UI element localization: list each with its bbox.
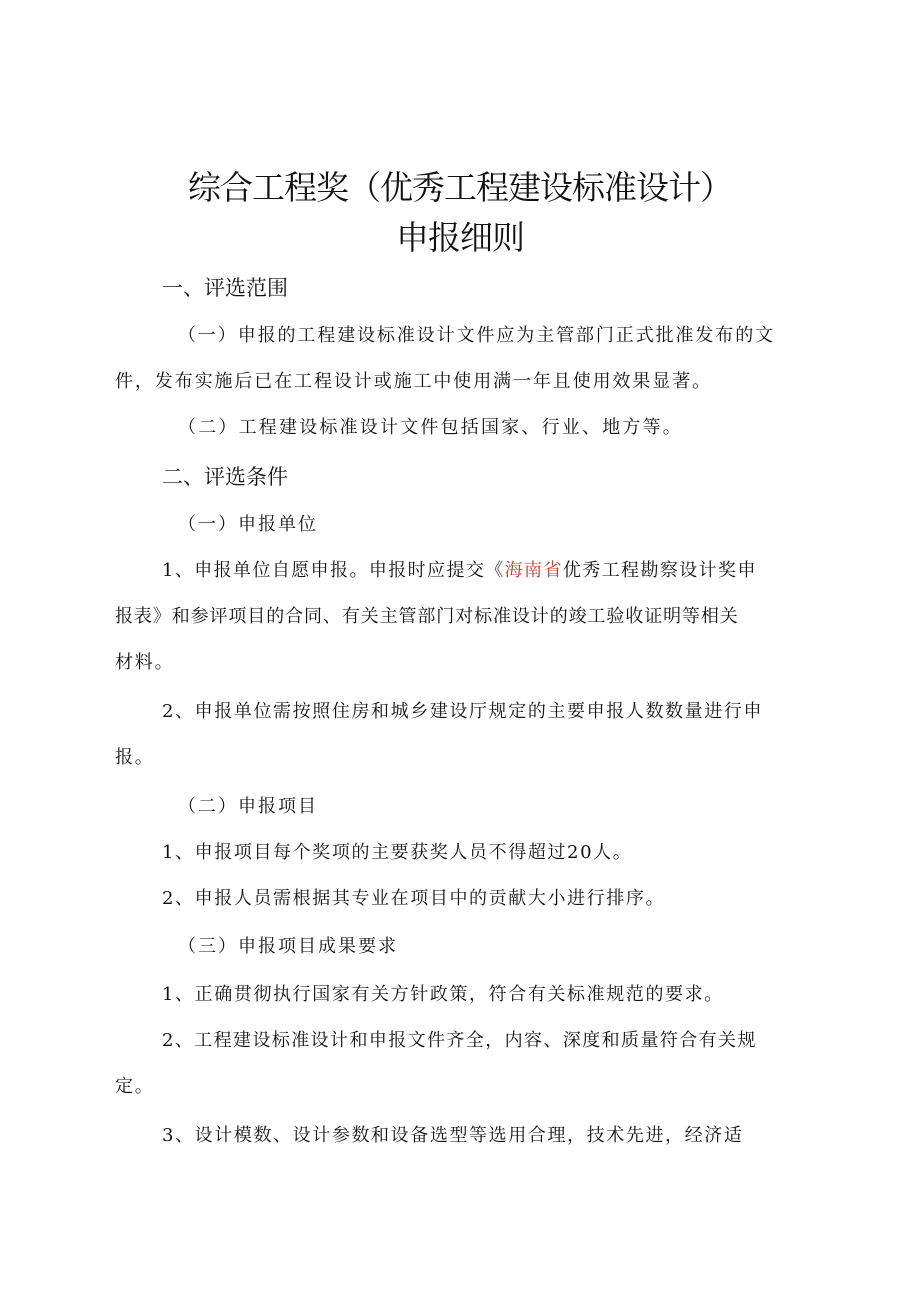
p1-line1-part-a: 1、申报单位自愿申报。申报时应提交《	[162, 560, 505, 581]
section-1-item-1-line-1: （一）申报的工程建设标准设计文件应为主管部门正式批准发布的文	[178, 325, 775, 346]
section-1-item-1-line-2: 件，发布实施后已在工程设计或施工中使用满一年且使用效果显著。	[115, 371, 712, 392]
subsection-3-heading: （三）申报项目成果要求	[178, 936, 398, 957]
p1-line1-part-b: 优秀工程勘察设计奖申	[562, 560, 757, 581]
province-name: 海南省	[504, 560, 563, 581]
section-2-heading: 二、评选条件	[162, 465, 288, 489]
document-title-line-1: 综合工程奖（优秀工程建设标准设计）	[188, 168, 732, 207]
subsection-3-paragraph-2-line-1: 2、工程建设标准设计和申报文件齐全，内容、深度和质量符合有关规	[162, 1030, 757, 1051]
subsection-1-paragraph-2-line-2: 报。	[115, 747, 155, 768]
subsection-2-paragraph-2: 2、申报人员需根据其专业在项目中的贡献大小进行排序。	[162, 888, 666, 909]
document-title-line-2: 申报细则	[396, 218, 524, 257]
subsection-1-paragraph-2-line-1: 2、申报单位需按照住房和城乡建设厅规定的主要申报人数数量进行申	[162, 701, 764, 722]
subsection-3-paragraph-3-line-1: 3、设计模数、设计参数和设备选型等选用合理，技术先进，经济适	[162, 1125, 744, 1146]
subsection-3-paragraph-1: 1、正确贯彻执行国家有关方针政策，符合有关标准规范的要求。	[162, 984, 724, 1005]
subsection-3-paragraph-2-line-2: 定。	[115, 1076, 155, 1097]
subsection-1-paragraph-1-line-1	[162, 556, 757, 582]
subsection-1-paragraph-1-line-3: 材料。	[115, 652, 175, 673]
section-1-heading: 一、评选范围	[162, 276, 288, 300]
subsection-1-heading: （一）申报单位	[178, 514, 318, 535]
section-1-item-2: （二）工程建设标准设计文件包括国家、行业、地方等。	[178, 417, 683, 438]
subsection-1-paragraph-1-line-2: 报表》和参评项目的合同、有关主管部门对标准设计的竣工验收证明等相关	[115, 606, 739, 627]
subsection-2-paragraph-1: 1、申报项目每个奖项的主要获奖人员不得超过20人。	[162, 842, 633, 863]
subsection-2-heading: （二）申报项目	[178, 796, 318, 817]
